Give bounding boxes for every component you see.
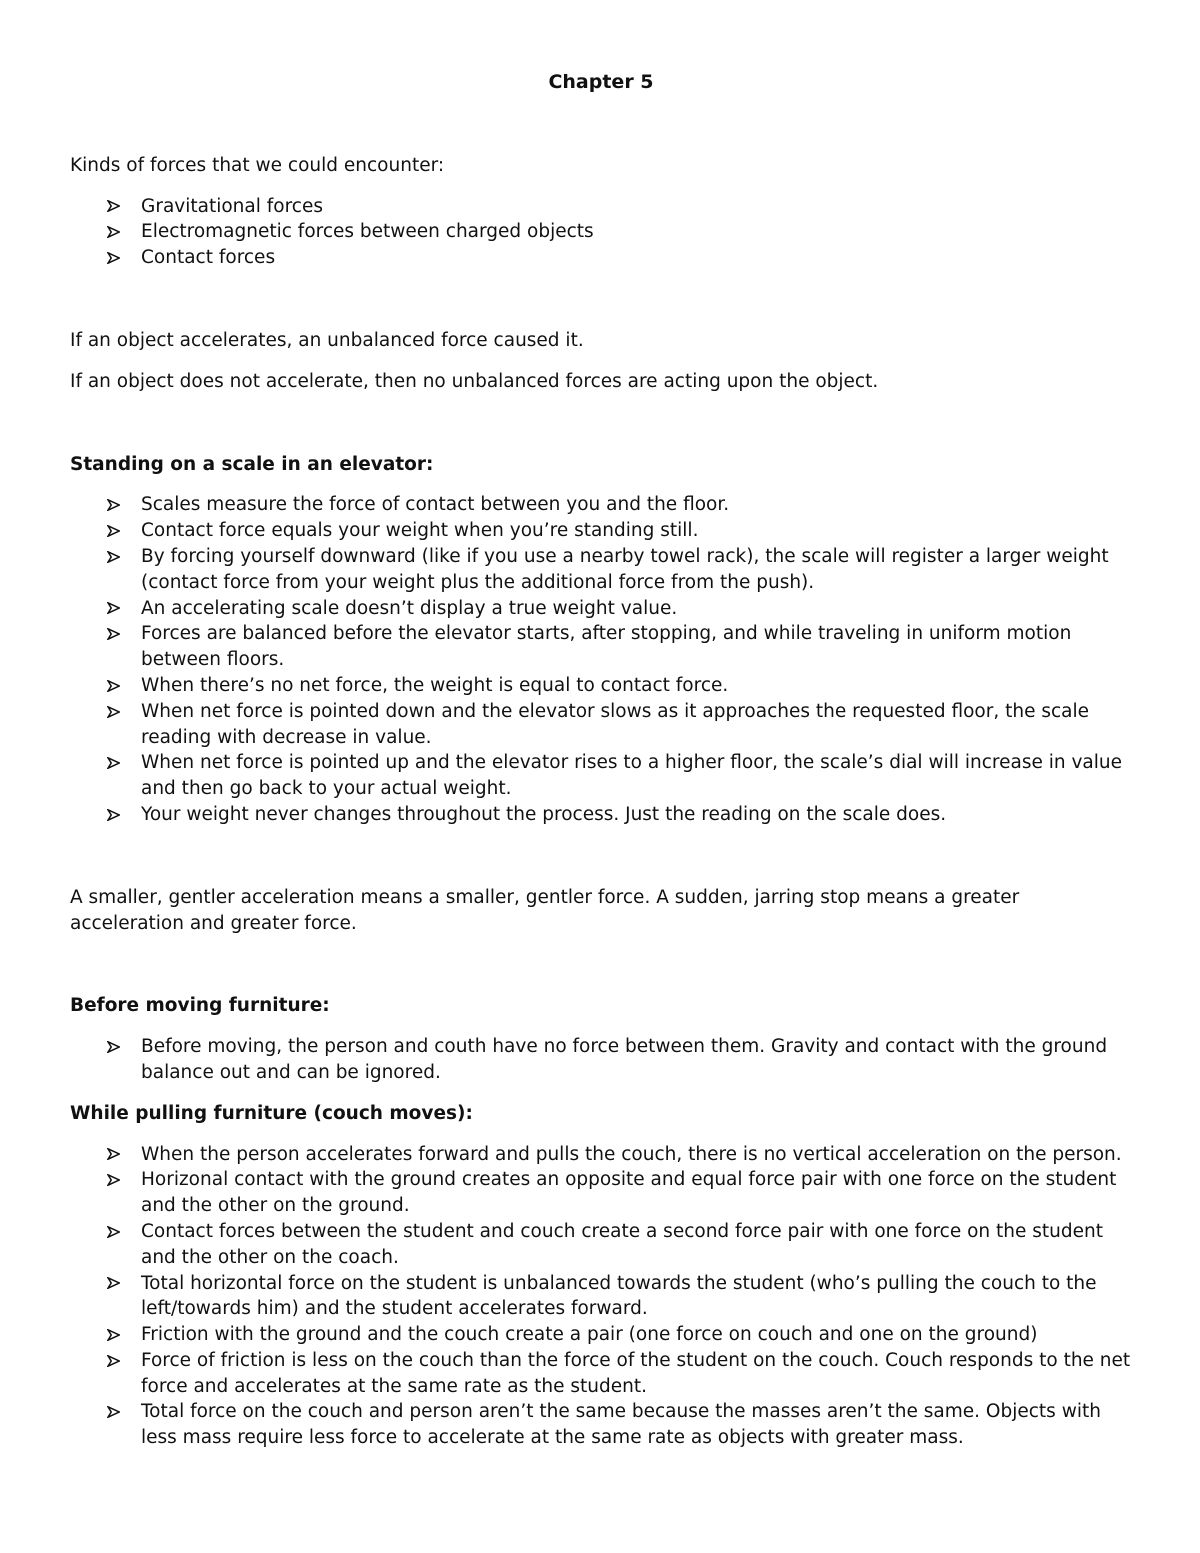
arrowhead-bullet-icon <box>107 621 121 647</box>
document-page <box>70 70 1132 1451</box>
arrowhead-bullet-icon <box>107 673 121 699</box>
statement-accelerates: If an object accelerates, an unbalanced force caused it. <box>70 329 584 351</box>
list-item <box>70 544 1132 596</box>
elevator-heading: Standing on a scale in an elevator: <box>70 453 434 475</box>
list-item-text: Horizonal contact with the ground creates an opposite and equal force pair with one force on the student and the other on the ground. <box>141 1169 1117 1217</box>
list-item <box>70 699 1132 751</box>
list-item <box>70 1348 1132 1400</box>
list-item <box>70 750 1132 802</box>
arrowhead-bullet-icon <box>107 518 121 544</box>
list-item-text: When there’s no net force, the weight is equal to contact force. <box>141 674 729 696</box>
intro-text: Kinds of forces that we could encounter: <box>70 154 445 176</box>
list-item <box>70 1399 1132 1451</box>
list-item-text: An accelerating scale doesn’t display a true weight value. <box>141 597 678 619</box>
arrowhead-bullet-icon <box>107 1399 121 1425</box>
before-moving-list <box>70 1034 1132 1086</box>
list-item-text: When net force is pointed down and the elevator slows as it approaches the requested floor, the scale reading with decrease in value. <box>141 700 1090 748</box>
list-item <box>70 492 1132 518</box>
list-item-text: Friction with the ground and the couch create a pair (one force on couch and one on the ground) <box>141 1324 1038 1346</box>
list-item <box>70 219 1132 245</box>
arrowhead-bullet-icon <box>107 245 121 271</box>
list-item <box>70 245 1132 271</box>
statement-not-accelerate: If an object does not accelerate, then no unbalanced forces are acting upon the object. <box>70 370 879 392</box>
list-item <box>70 1167 1132 1219</box>
while-pulling-heading: While pulling furniture (couch moves): <box>70 1102 473 1124</box>
arrowhead-bullet-icon <box>107 1142 121 1168</box>
arrowhead-bullet-icon <box>107 1219 121 1245</box>
list-item-text: Contact force equals your weight when you’re standing still. <box>141 520 699 542</box>
list-item-text: Total horizontal force on the student is unbalanced towards the student (who’s pulling the couch to the left/towards him) and the student accelerates forward. <box>141 1272 1097 1320</box>
list-item-text: Contact forces <box>141 247 276 269</box>
arrowhead-bullet-icon <box>107 219 121 245</box>
list-item-text: Force of friction is less on the couch than the force of the student on the couch. Couch responds to the net force and accelerates at the same rate as the student. <box>141 1349 1131 1397</box>
before-moving-heading: Before moving furniture: <box>70 995 330 1017</box>
arrowhead-bullet-icon <box>107 1322 121 1348</box>
arrowhead-bullet-icon <box>107 1348 121 1374</box>
list-item <box>70 518 1132 544</box>
list-item-text: Before moving, the person and couth have no force between them. Gravity and contact with the ground balance out and can be ignored. <box>141 1036 1108 1083</box>
list-item-text: Your weight never changes throughout the process. Just the reading on the scale does. <box>141 803 947 825</box>
arrowhead-bullet-icon <box>107 750 121 776</box>
list-item-text: When net force is pointed up and the elevator rises to a higher floor, the scale’s dial will increase in value and then go back to your actual weight. <box>141 752 1123 800</box>
list-item <box>70 621 1132 673</box>
list-item-text: Scales measure the force of contact between you and the floor. <box>141 494 730 516</box>
list-item-text: When the person accelerates forward and pulls the couch, there is no vertical acceleration on the person. <box>141 1143 1122 1165</box>
arrowhead-bullet-icon <box>107 699 121 725</box>
list-item <box>70 1219 1132 1271</box>
forces-list <box>70 194 1132 271</box>
list-item <box>70 1142 1132 1168</box>
list-item-text: By forcing yourself downward (like if you use a nearby towel rack), the scale will register a larger weight (contact force from your weight plus the additional force from the push). <box>141 545 1109 593</box>
elevator-list <box>70 492 1132 827</box>
list-item <box>70 1322 1132 1348</box>
list-item <box>70 673 1132 699</box>
arrowhead-bullet-icon <box>107 194 121 220</box>
list-item <box>70 1271 1132 1323</box>
arrowhead-bullet-icon <box>107 1271 121 1297</box>
list-item <box>70 802 1132 828</box>
arrowhead-bullet-icon <box>107 492 121 518</box>
arrowhead-bullet-icon <box>107 1034 121 1060</box>
arrowhead-bullet-icon <box>107 544 121 570</box>
list-item-text: Gravitational forces <box>141 195 323 217</box>
list-item <box>70 596 1132 622</box>
while-pulling-list <box>70 1142 1132 1452</box>
list-item-text: Electromagnetic forces between charged objects <box>141 221 594 243</box>
arrowhead-bullet-icon <box>107 802 121 828</box>
list-item <box>70 194 1132 220</box>
acceleration-note: A smaller, gentler acceleration means a smaller, gentler force. A sudden, jarring stop means a greater acceleration and greater force. <box>70 886 1020 934</box>
arrowhead-bullet-icon <box>107 1167 121 1193</box>
list-item-text: Total force on the couch and person aren’t the same because the masses aren’t the same. Objects with less mass require less force to accelerate at the same rate as objects with greater mass. <box>141 1401 1101 1449</box>
arrowhead-bullet-icon <box>107 596 121 622</box>
list-item-text: Forces are balanced before the elevator starts, after stopping, and while traveling in uniform motion between floors. <box>141 623 1072 671</box>
list-item-text: Contact forces between the student and couch create a second force pair with one force on the student and the other on the coach. <box>141 1220 1103 1268</box>
list-item <box>70 1034 1132 1086</box>
chapter-title: Chapter 5 <box>548 71 654 93</box>
